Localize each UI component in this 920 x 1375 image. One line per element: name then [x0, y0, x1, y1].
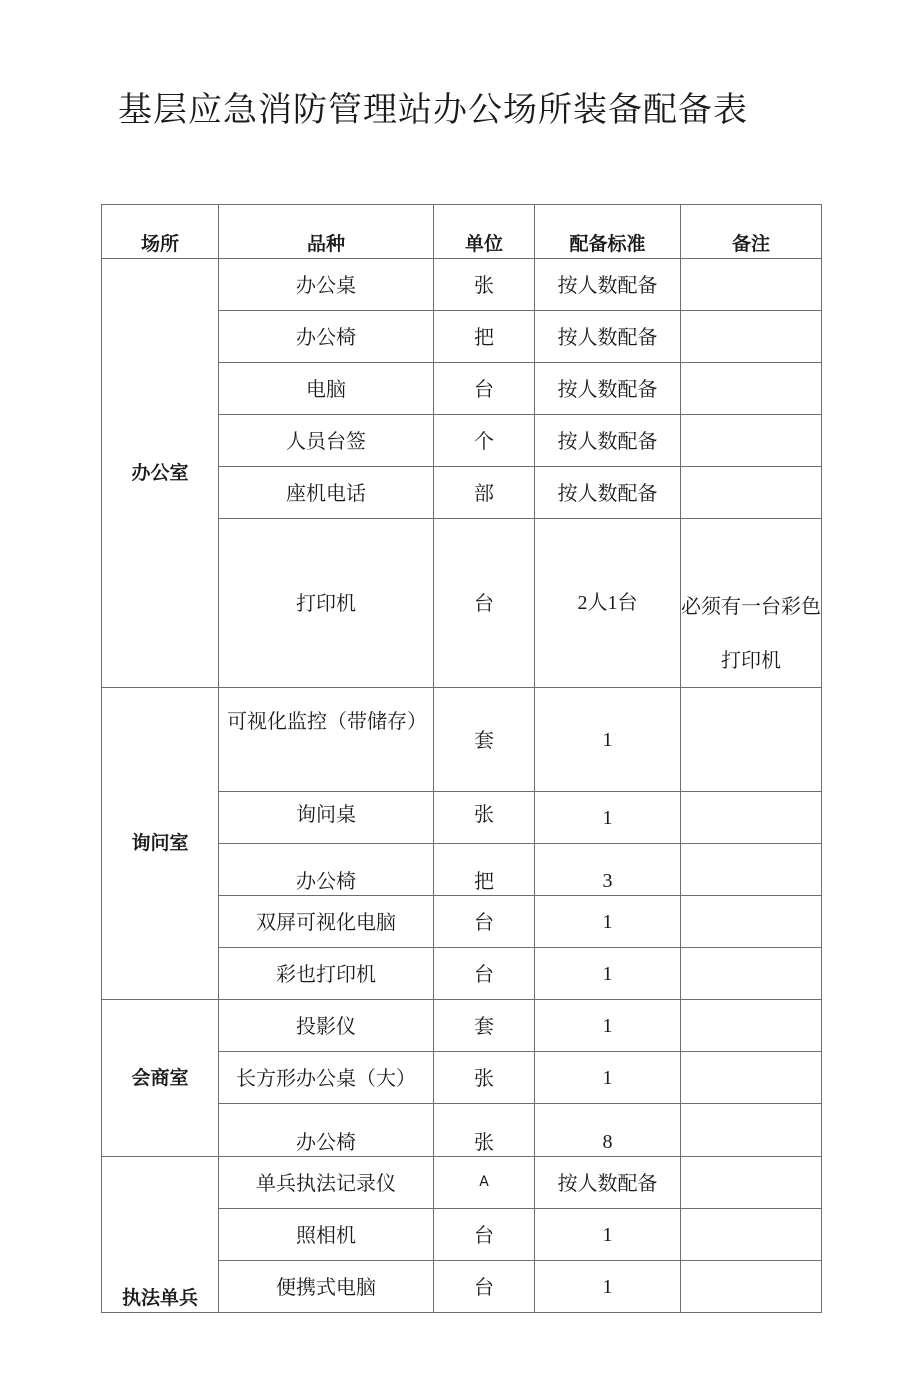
header-item: 品种	[219, 205, 434, 259]
note-cell	[681, 844, 822, 896]
item-cell: 座机电话	[219, 467, 434, 519]
standard-cell: 按人数配备	[535, 415, 681, 467]
item-cell: 人员台签	[219, 415, 434, 467]
standard-cell: 1	[535, 792, 681, 844]
table-row	[102, 688, 822, 792]
place-cell: 执法单兵	[102, 1157, 219, 1313]
table-header-row	[102, 205, 822, 259]
unit-cell: 台	[434, 363, 535, 415]
place-cell: 询问室	[102, 688, 219, 1000]
page-title: 基层应急消防管理站办公场所装备配备表	[118, 90, 748, 130]
item-cell: 单兵执法记录仪	[219, 1157, 434, 1209]
note-cell	[681, 896, 822, 948]
unit-cell: 把	[434, 311, 535, 363]
header-standard: 配备标准	[535, 205, 681, 259]
unit-cell: 张	[434, 1104, 535, 1157]
standard-cell: 按人数配备	[535, 1157, 681, 1209]
unit-cell: 台	[434, 896, 535, 948]
note-cell	[681, 688, 822, 792]
standard-cell: 按人数配备	[535, 259, 681, 311]
standard-cell: 1	[535, 1209, 681, 1261]
standard-cell: 1	[535, 1261, 681, 1313]
standard-cell: 8	[535, 1104, 681, 1157]
item-cell: 电脑	[219, 363, 434, 415]
item-cell: 便携式电脑	[219, 1261, 434, 1313]
item-cell: 办公椅	[219, 311, 434, 363]
unit-cell: 张	[434, 1052, 535, 1104]
item-cell: 办公椅	[219, 1104, 434, 1157]
note-cell	[681, 1157, 822, 1209]
standard-cell: 按人数配备	[535, 363, 681, 415]
note-cell	[681, 1261, 822, 1313]
standard-cell: 2人1台	[535, 519, 681, 688]
note-cell	[681, 1209, 822, 1261]
table-row	[102, 259, 822, 311]
unit-cell: 部	[434, 467, 535, 519]
standard-cell: 按人数配备	[535, 311, 681, 363]
note-cell	[681, 259, 822, 311]
unit-cell: 套	[434, 688, 535, 792]
unit-cell: 台	[434, 519, 535, 688]
note-cell	[681, 311, 822, 363]
unit-cell: 台	[434, 1209, 535, 1261]
note-cell	[681, 1104, 822, 1157]
table-row	[102, 1157, 822, 1209]
unit-cell: 张	[434, 792, 535, 844]
unit-cell: 套	[434, 1000, 535, 1052]
note-cell	[681, 792, 822, 844]
item-cell: 办公桌	[219, 259, 434, 311]
header-place: 场所	[102, 205, 219, 259]
header-note: 备注	[681, 205, 822, 259]
note-cell	[681, 1000, 822, 1052]
note-cell	[681, 363, 822, 415]
unit-cell: 把	[434, 844, 535, 896]
note-cell	[681, 415, 822, 467]
place-cell: 办公室	[102, 259, 219, 688]
item-cell: 可视化监控（带储存）	[219, 688, 434, 792]
unit-cell: 个	[434, 415, 535, 467]
equipment-table	[101, 204, 822, 1313]
table-row	[102, 1000, 822, 1052]
standard-cell: 按人数配备	[535, 467, 681, 519]
item-cell: 打印机	[219, 519, 434, 688]
unit-cell: 台	[434, 1261, 535, 1313]
item-cell: 照相机	[219, 1209, 434, 1261]
item-cell: 长方形办公桌（大）	[219, 1052, 434, 1104]
item-cell: 办公椅	[219, 844, 434, 896]
note-cell: 必须有一台彩色打印机	[681, 519, 822, 688]
item-cell: 双屏可视化电脑	[219, 896, 434, 948]
standard-cell: 1	[535, 688, 681, 792]
unit-cell: 台	[434, 948, 535, 1000]
note-cell	[681, 1052, 822, 1104]
place-cell: 会商室	[102, 1000, 219, 1157]
note-cell	[681, 467, 822, 519]
standard-cell: 1	[535, 1000, 681, 1052]
standard-cell: 1	[535, 1052, 681, 1104]
item-cell: 询问桌	[219, 792, 434, 844]
header-unit: 单位	[434, 205, 535, 259]
unit-cell: 张	[434, 259, 535, 311]
standard-cell: 1	[535, 948, 681, 1000]
item-cell: 投影仪	[219, 1000, 434, 1052]
standard-cell: 1	[535, 896, 681, 948]
standard-cell: 3	[535, 844, 681, 896]
item-cell: 彩也打印机	[219, 948, 434, 1000]
note-cell	[681, 948, 822, 1000]
unit-cell: A	[434, 1157, 535, 1209]
